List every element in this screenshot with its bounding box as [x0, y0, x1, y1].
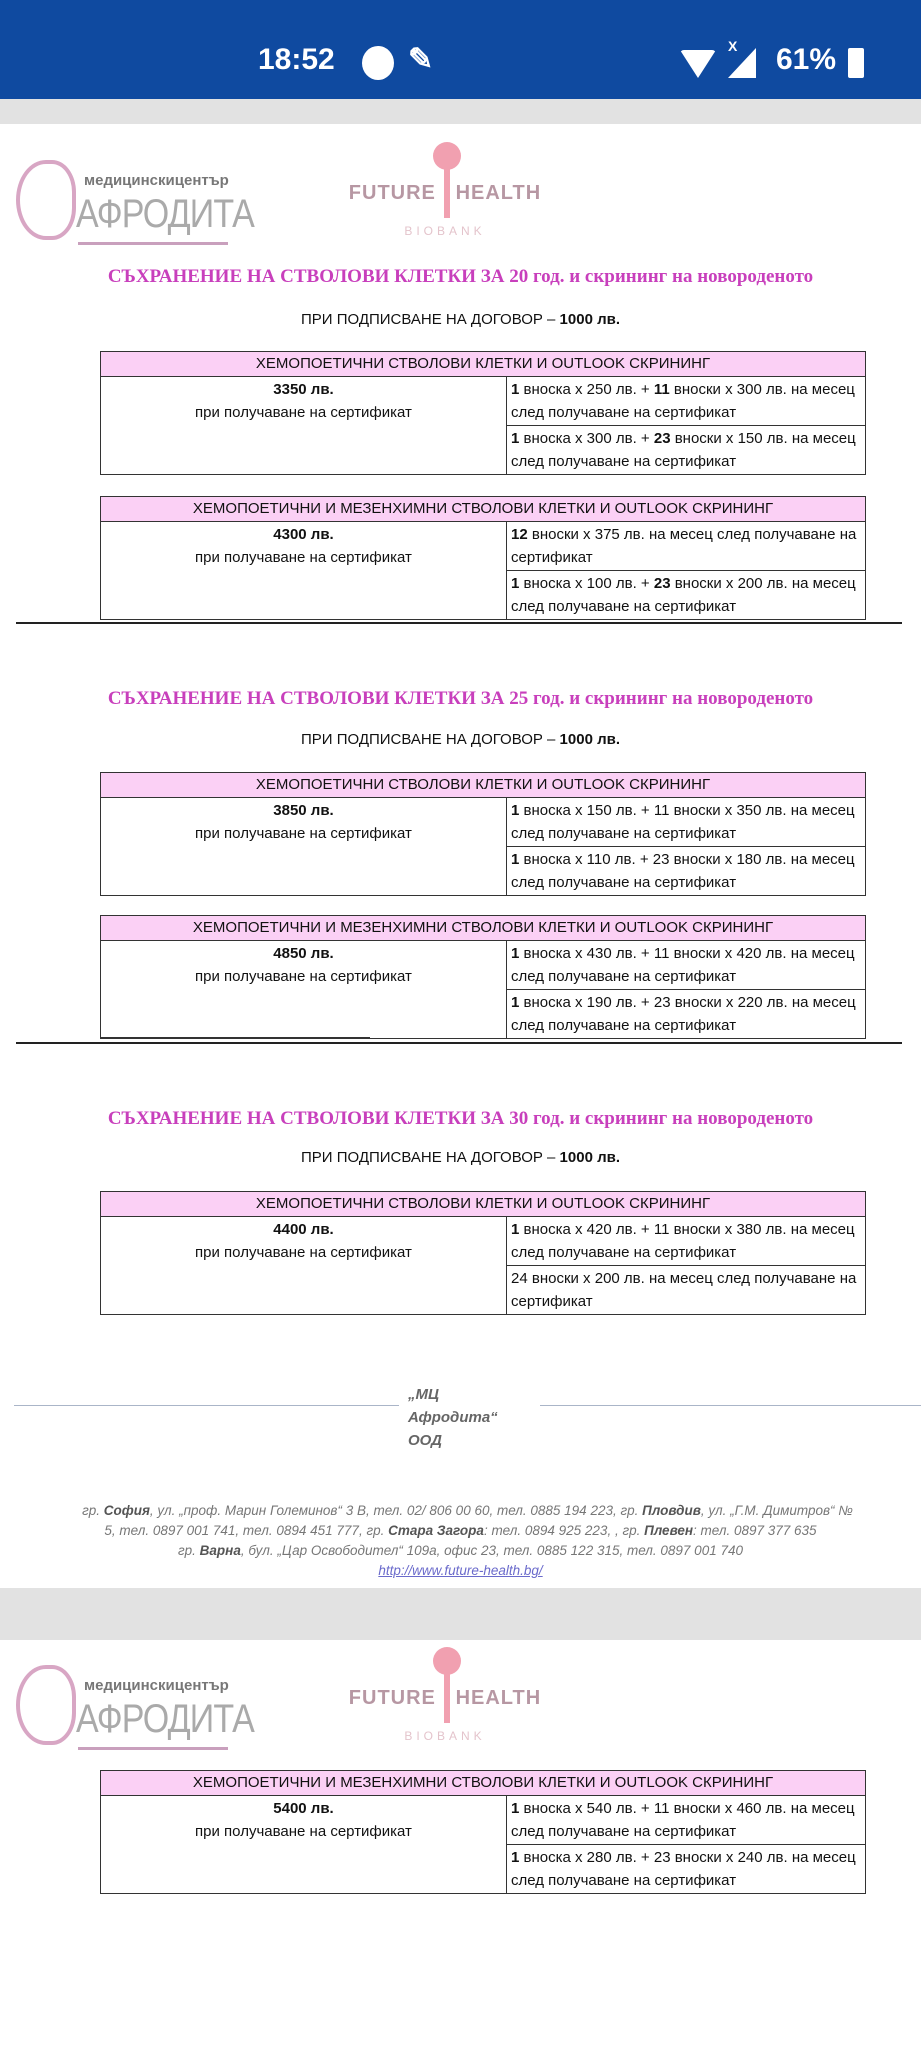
text-segment: вноски х 150 лв. на месец след получаване на сертификат	[511, 430, 856, 470]
heart-logo-icon	[16, 1665, 76, 1745]
website-link[interactable]: http://www.future-health.bg/	[378, 1563, 543, 1578]
table-header: ХЕМОПОЕТИЧНИ И МЕЗЕНХИМНИ СТВОЛОВИ КЛЕТКИ И OUTLOOK СКРИНИНГ	[101, 916, 866, 941]
table-header: ХЕМОПОЕТИЧНИ СТВОЛОВИ КЛЕТКИ И OUTLOOK СКРИНИНГ	[101, 773, 866, 798]
table-header: ХЕМОПОЕТИЧНИ СТВОЛОВИ КЛЕТКИ И OUTLOOK СКРИНИНГ	[101, 352, 866, 377]
signature: „МЦ Афродита“ ООД	[408, 1386, 498, 1449]
payment-option	[507, 1266, 866, 1315]
text-segment: , бул. „Цар Освободител“ 109а, офис 23, тел. 0885 122 315, тел. 0897 001 740	[240, 1543, 743, 1558]
text-segment: вноска х 150 лв. + 11 вноски х 350 лв. на месец след получаване на сертификат	[511, 802, 855, 842]
payment-option	[507, 1217, 866, 1266]
brand-sub: BIOBANK	[404, 224, 486, 238]
payment-option	[507, 522, 866, 571]
text-segment: вноски х 200 лв. на месец след получаване на сертификат	[511, 575, 856, 615]
price: 3350 лв.	[273, 381, 334, 398]
drop-icon	[433, 142, 461, 170]
text-segment: гр.	[178, 1543, 200, 1558]
wifi-icon	[680, 50, 716, 78]
text-segment: 24 вноски х 200 лв. на месец след получаване на сертификат	[511, 1270, 857, 1310]
text-segment: вноска х 540 лв. + 11 вноски х 460 лв. на месец след получаване на сертификат	[511, 1800, 855, 1840]
brand-sub: BIOBANK	[404, 1729, 486, 1743]
battery-percent: 61%	[776, 43, 837, 76]
price-table	[100, 1191, 866, 1315]
price: 5400 лв.	[273, 1800, 334, 1817]
price-table	[100, 351, 866, 475]
text-segment: вноски х 300 лв. на месец след получаване на сертификат	[511, 381, 855, 421]
text-segment: 1	[511, 575, 520, 592]
clinic-logo	[12, 150, 255, 250]
text-segment: 1	[511, 1800, 520, 1817]
payment-option	[507, 1845, 866, 1894]
text-segment: вноска х 280 лв. + 23 вноски х 240 лв. на месец след получаване на сертификат	[511, 1849, 856, 1889]
text-segment: 1	[511, 994, 520, 1011]
battery-icon	[848, 48, 864, 78]
status-bar	[0, 0, 921, 99]
text-segment: гр.	[82, 1503, 104, 1518]
signature-line	[14, 1405, 399, 1406]
text-segment: вноски х 375 лв. на месец след получаване на сертификат	[511, 526, 857, 566]
table-header: ХЕМОПОЕТИЧНИ И МЕЗЕНХИМНИ СТВОЛОВИ КЛЕТКИ И OUTLOOK СКРИНИНГ	[101, 497, 866, 522]
text-segment: 23	[653, 430, 671, 447]
signal-icon	[728, 48, 756, 78]
table-header: ХЕМОПОЕТИЧНИ СТВОЛОВИ КЛЕТКИ И OUTLOOK СКРИНИНГ	[101, 1192, 866, 1217]
logo-underline	[78, 1747, 228, 1750]
price-cell	[101, 522, 507, 620]
payment-option	[507, 1796, 866, 1845]
price-note: при получаване на сертификат	[195, 825, 412, 842]
page-gap	[0, 1588, 921, 1640]
contract-line: ПРИ ПОДПИСВАНЕ НА ДОГОВОР – 1000 лв.	[300, 311, 621, 328]
brand-name: FUTURE HEALTH	[348, 182, 542, 204]
price: 4850 лв.	[273, 945, 334, 962]
network-label: X	[728, 38, 738, 54]
contract-line: ПРИ ПОДПИСВАНЕ НА ДОГОВОР – 1000 лв.	[300, 731, 621, 748]
price-table	[100, 772, 866, 896]
payment-option	[507, 941, 866, 990]
logo-underline	[78, 242, 228, 245]
notification-dot-icon	[362, 46, 394, 80]
payment-option	[507, 571, 866, 620]
payment-option	[507, 377, 866, 426]
price-table	[100, 496, 866, 620]
clinic-logo-name: АФРОДИТА	[76, 1697, 255, 1741]
table-header: ХЕМОПОЕТИЧНИ И МЕЗЕНХИМНИ СТВОЛОВИ КЛЕТКИ И OUTLOOK СКРИНИНГ	[101, 1771, 866, 1796]
page-gap	[0, 99, 921, 124]
text-segment: вноска х 190 лв. + 23 вноски х 220 лв. на месец след получаване на сертификат	[511, 994, 856, 1034]
payment-option	[507, 798, 866, 847]
text-segment: Стара Загора	[388, 1523, 484, 1538]
payment-option	[507, 990, 866, 1039]
text-segment: : тел. 0897 377 635	[693, 1523, 817, 1538]
text-segment: вноска х 110 лв. + 23 вноски х 180 лв. на месец след получаване на сертификат	[511, 851, 855, 891]
text-segment: Варна	[199, 1543, 241, 1558]
text-segment: 12	[511, 526, 528, 543]
text-segment: 1	[511, 381, 520, 398]
price-note: при получаване на сертификат	[195, 549, 412, 566]
price-note: при получаване на сертификат	[195, 968, 412, 985]
price-table	[100, 1770, 866, 1894]
price-cell	[101, 941, 507, 1039]
clinic-logo	[12, 1655, 255, 1755]
heart-logo-icon	[16, 160, 76, 240]
text-segment: , ул. „проф. Марин Големинов“ 3 В, тел. 02/ 806 00 60, тел. 0885 194 223, гр.	[149, 1503, 643, 1518]
footer-addresses	[0, 1501, 921, 1581]
text-segment: 1	[511, 802, 520, 819]
signature-line	[540, 1405, 921, 1406]
price-cell	[101, 377, 507, 475]
text-segment: 1	[511, 430, 520, 447]
price-note: при получаване на сертификат	[195, 404, 412, 421]
text-segment: вноска х 100 лв. +	[519, 575, 654, 592]
text-segment: , ул. „Г.М. Димитров“ №	[700, 1503, 853, 1518]
text-segment: 1	[511, 1221, 520, 1238]
price: 3850 лв.	[273, 802, 334, 819]
text-segment: : тел. 0894 925 223, , гр.	[483, 1523, 645, 1538]
text-segment: Плевен	[644, 1523, 694, 1538]
text-segment: вноска х 430 лв. + 11 вноски х 420 лв. на месец след получаване на сертификат	[511, 945, 855, 985]
drop-icon	[433, 1647, 461, 1675]
price: 4300 лв.	[273, 526, 334, 543]
text-segment: 1	[511, 945, 520, 962]
price-cell	[101, 1217, 507, 1315]
future-health-logo	[345, 142, 545, 242]
divider	[16, 1042, 902, 1044]
clinic-logo-text: медицинскицентър	[84, 172, 229, 189]
text-segment: София	[103, 1503, 150, 1518]
price-cell	[101, 1796, 507, 1894]
text-segment: 23	[653, 575, 671, 592]
price-note: при получаване на сертификат	[195, 1244, 412, 1261]
section-title: СЪХРАНЕНИЕ НА СТВОЛОВИ КЛЕТКИ ЗА 25 год. и скрининг на новороденото	[107, 688, 814, 709]
contract-line: ПРИ ПОДПИСВАНЕ НА ДОГОВОР – 1000 лв.	[300, 1149, 621, 1166]
nfc-icon: ✎	[408, 43, 434, 76]
price-cell	[101, 798, 507, 896]
price-table	[100, 915, 866, 1039]
brand-name: FUTURE HEALTH	[348, 1687, 542, 1709]
section-title: СЪХРАНЕНИЕ НА СТВОЛОВИ КЛЕТКИ ЗА 30 год. и скрининг на новороденото	[107, 1108, 814, 1129]
clinic-logo-name: АФРОДИТА	[76, 192, 255, 236]
text-segment: 1	[511, 1849, 520, 1866]
text-segment: Пловдив	[642, 1503, 701, 1518]
section-title: СЪХРАНЕНИЕ НА СТВОЛОВИ КЛЕТКИ ЗА 20 год. и скрининг на новороденото	[107, 266, 814, 287]
text-segment: вноска х 250 лв. +	[519, 381, 654, 398]
payment-option	[507, 426, 866, 475]
price-note: при получаване на сертификат	[195, 1823, 412, 1840]
clinic-logo-text: медицинскицентър	[84, 1677, 229, 1694]
payment-option	[507, 847, 866, 896]
text-segment: вноска х 420 лв. + 11 вноски х 380 лв. на месец след получаване на сертификат	[511, 1221, 855, 1261]
price: 4400 лв.	[273, 1221, 334, 1238]
divider	[16, 622, 902, 624]
text-segment: 1	[511, 851, 520, 868]
text-segment: 5, тел. 0897 001 741, тел. 0894 451 777, гр.	[104, 1523, 389, 1538]
future-health-logo	[345, 1647, 545, 1747]
text-segment: 11	[653, 381, 670, 398]
text-segment: вноска х 300 лв. +	[519, 430, 654, 447]
clock: 18:52	[258, 43, 335, 76]
